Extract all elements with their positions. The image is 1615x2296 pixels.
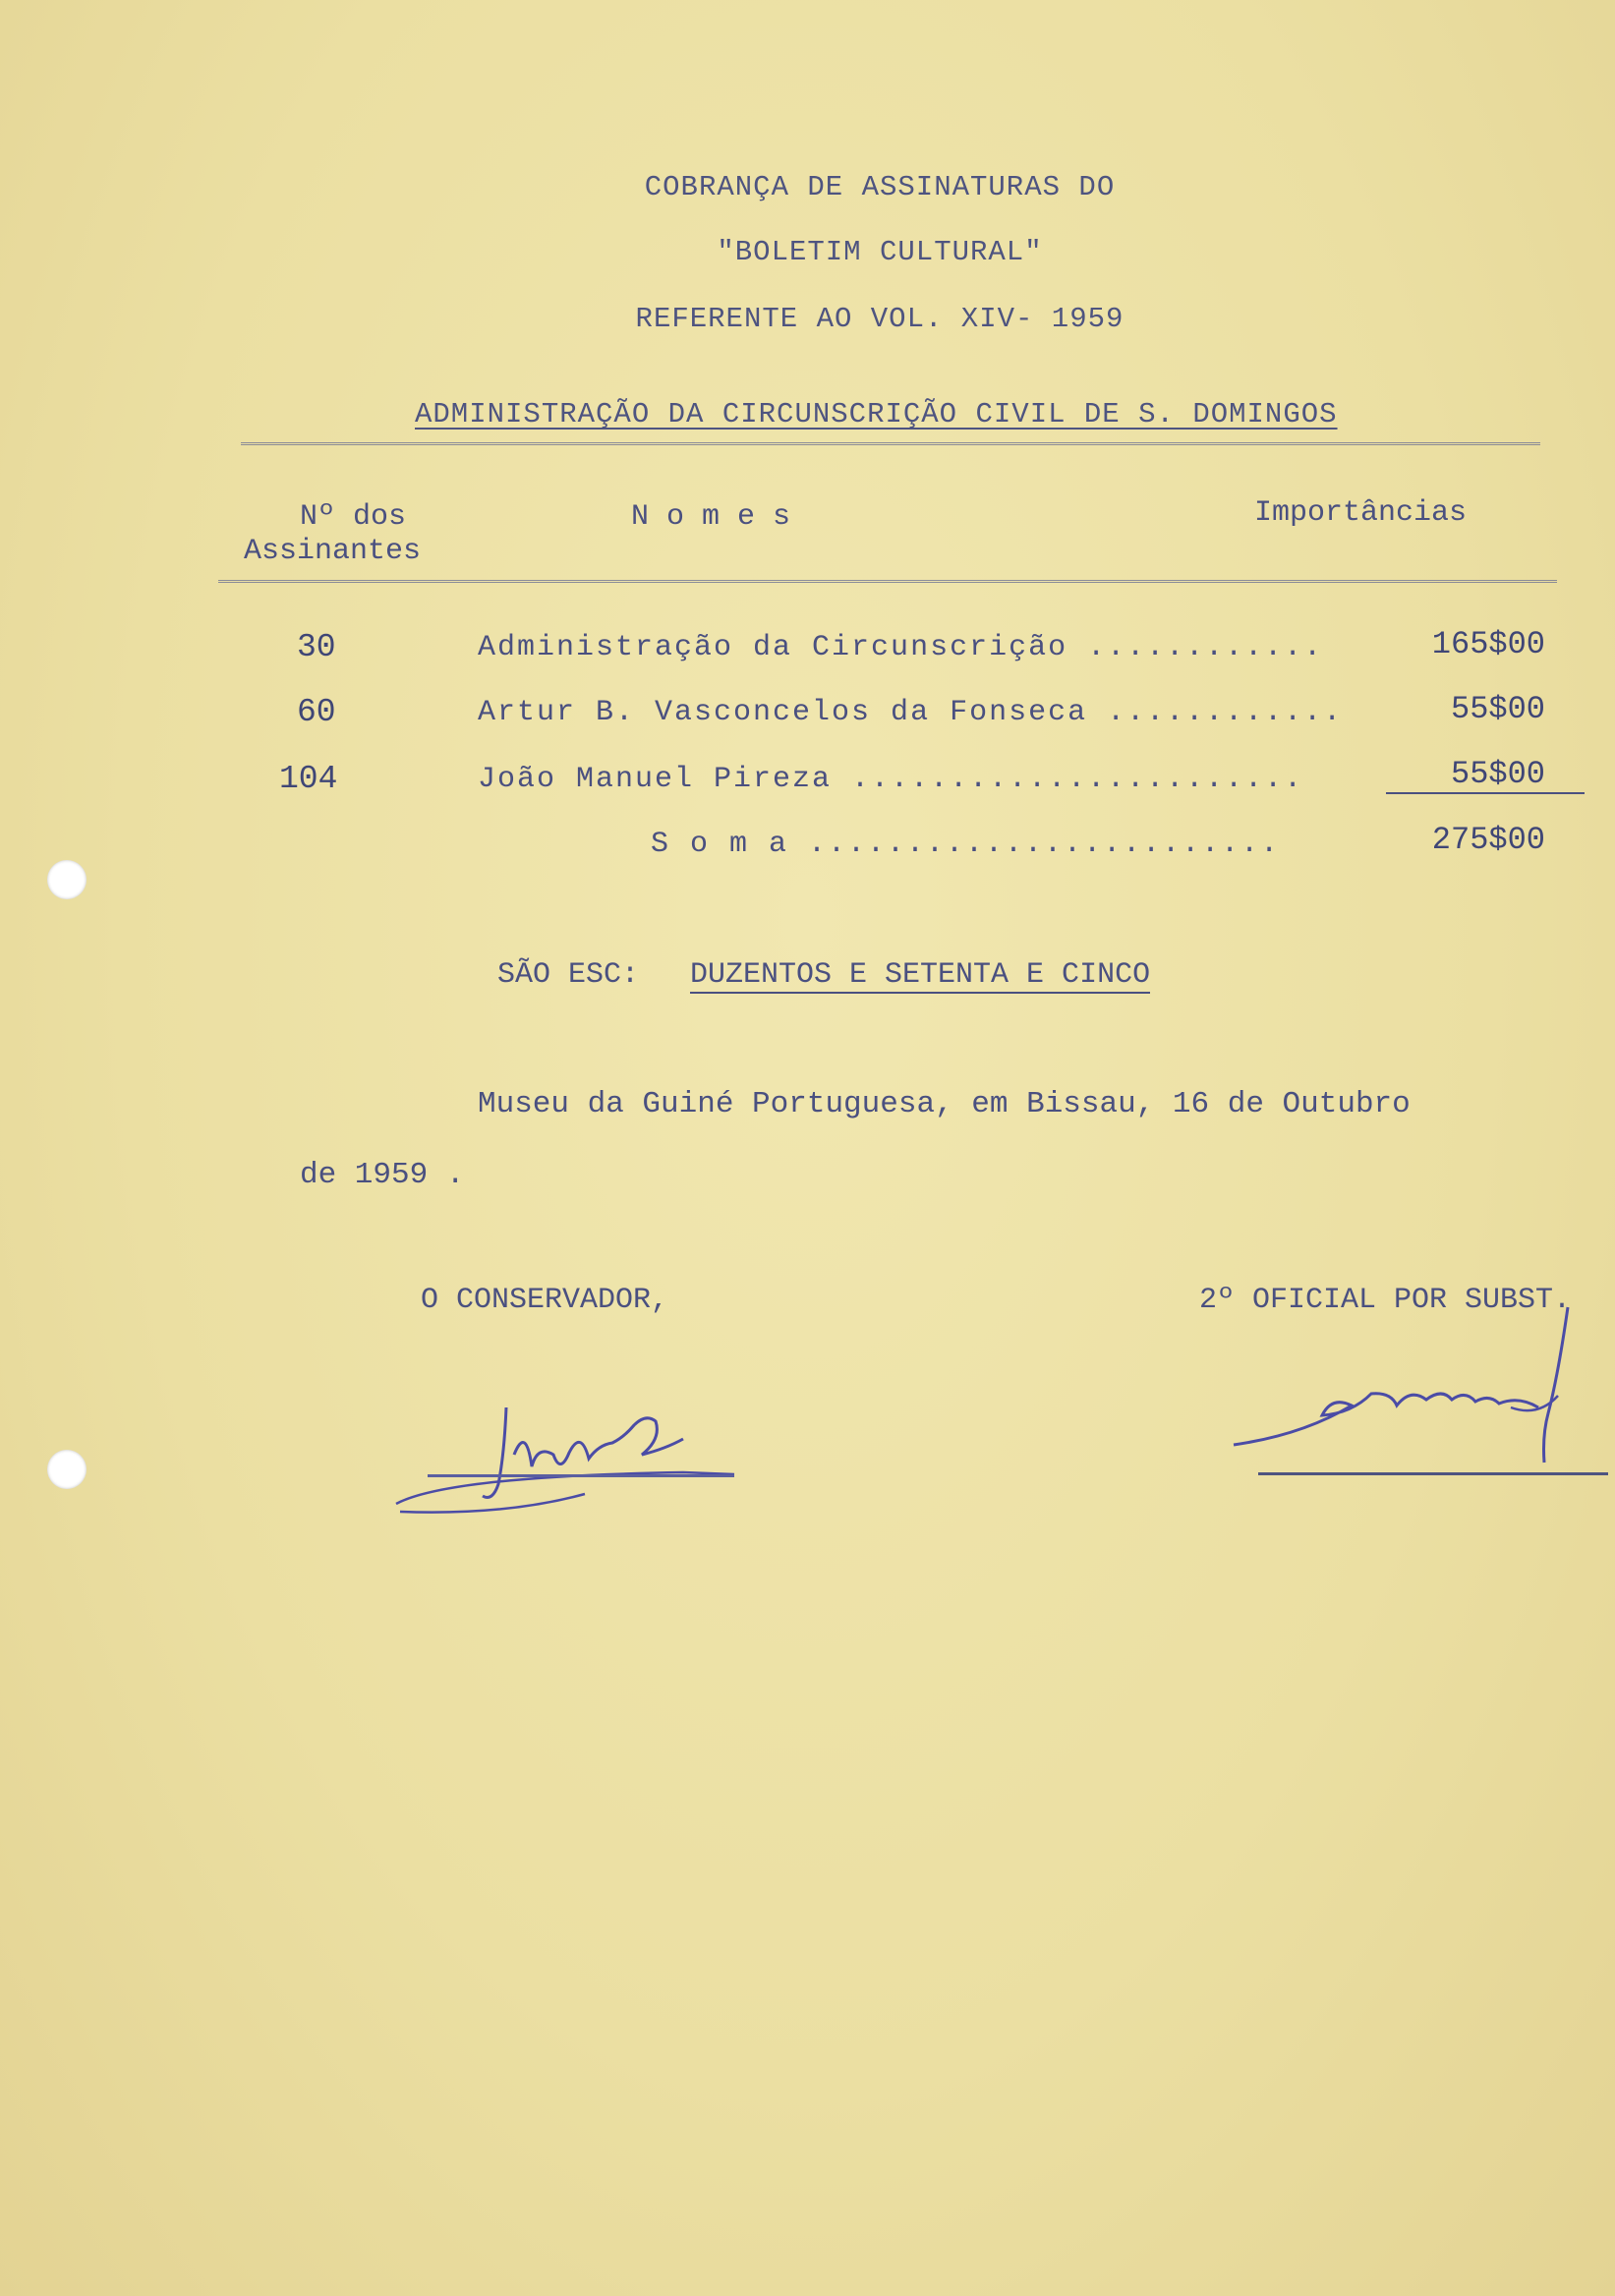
signature-right-title: 2º OFICIAL POR SUBST. [1199, 1284, 1572, 1317]
col-header-number-1: Nº dos [300, 500, 407, 534]
row-name: João Manuel Pireza ....................... [478, 763, 1304, 796]
rule-top [241, 442, 1540, 445]
row-amount: 165$00 [1431, 626, 1545, 662]
punch-hole-top [47, 860, 87, 899]
amount-words-label: SÃO ESC: [497, 958, 640, 992]
header-line-2: "BOLETIM CULTURAL" [717, 236, 1043, 268]
row-number: 60 [297, 694, 336, 730]
row-amount: 55$00 [1450, 691, 1545, 727]
rule-header [218, 580, 1557, 583]
signature-right [1224, 1297, 1597, 1474]
col-header-amounts: Importâncias [1254, 496, 1468, 530]
row-number: 30 [297, 629, 336, 665]
total-amount: 275$00 [1431, 822, 1545, 858]
place-date-line-1: Museu da Guiné Portuguesa, em Bissau, 16 de Outubro [478, 1087, 1411, 1121]
signature-left [388, 1386, 742, 1523]
header-line-1: COBRANÇA DE ASSINATURAS DO [644, 171, 1116, 203]
total-label: S o m a ........................ [651, 828, 1281, 861]
signature-left-line [428, 1474, 734, 1477]
col-header-names: N o m e s [631, 500, 791, 534]
row-name: Artur B. Vasconcelos da Fonseca ............ [478, 696, 1344, 729]
punch-hole-bottom [47, 1450, 87, 1489]
subtotal-underline [1386, 792, 1585, 794]
place-date-line-2: de 1959 . [300, 1158, 465, 1192]
header-line-3: REFERENTE AO VOL. XIV- 1959 [635, 303, 1125, 335]
row-name: Administração da Circunscrição ............ [478, 631, 1324, 664]
row-amount: 55$00 [1450, 756, 1545, 792]
row-number: 104 [279, 761, 338, 797]
amount-words-value: DUZENTOS E SETENTA E CINCO [690, 958, 1151, 992]
signature-right-line [1258, 1472, 1608, 1475]
signature-left-title: O CONSERVADOR, [421, 1284, 669, 1317]
col-header-number-2: Assinantes [244, 535, 422, 568]
administration-title: ADMINISTRAÇÃO DA CIRCUNSCRIÇÃO CIVIL DE S. DOMINGOS [415, 398, 1338, 430]
